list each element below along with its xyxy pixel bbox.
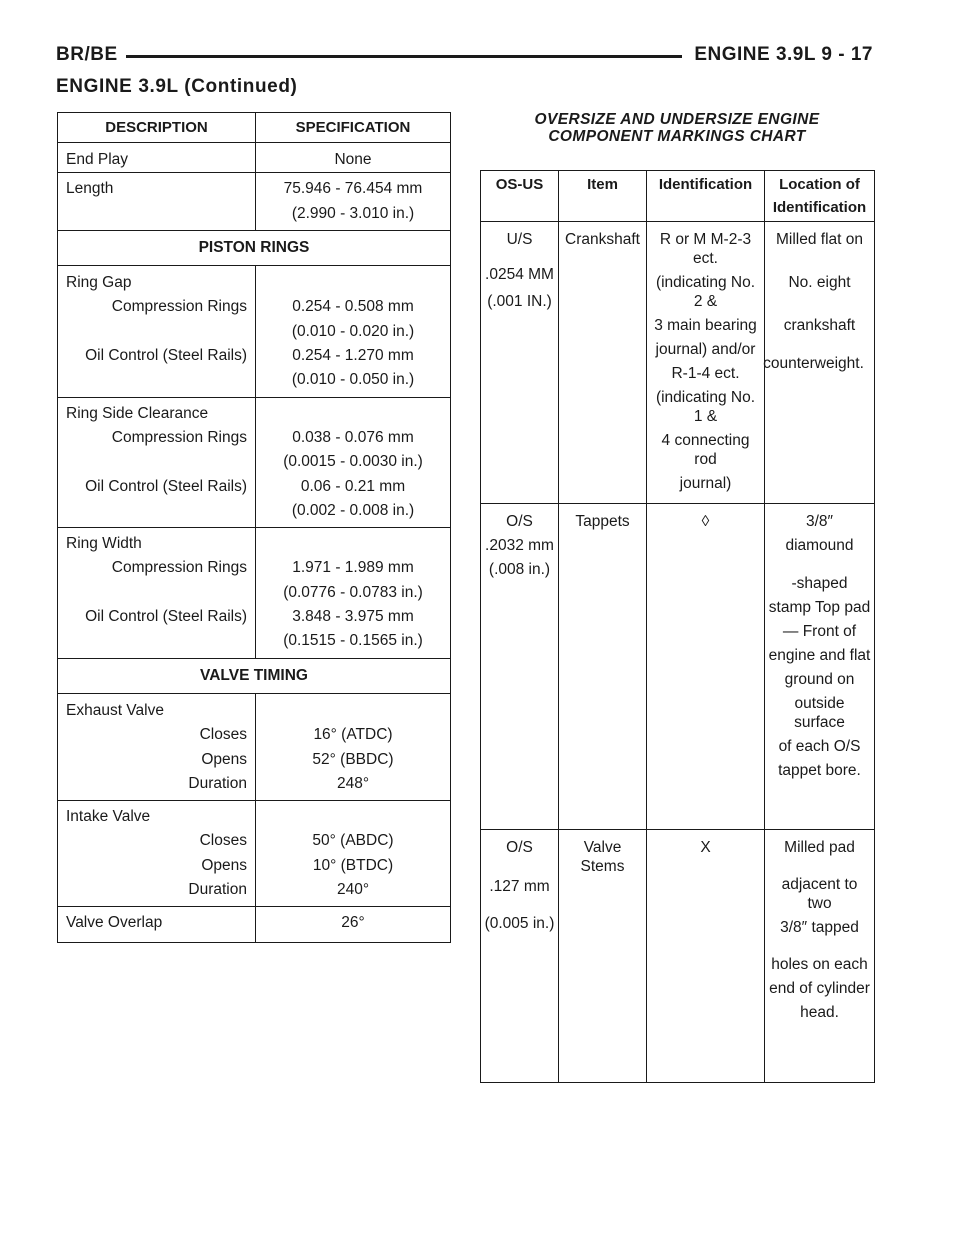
- spec-value: 248°: [256, 772, 451, 801]
- spec-row: [58, 605, 451, 629]
- table-row: [481, 222, 875, 504]
- spec-row: [58, 878, 451, 907]
- spec-label: Duration: [58, 878, 256, 907]
- spec-value: 52° (BBDC): [256, 748, 451, 772]
- spec-value: (0.0776 - 0.0783 in.): [256, 581, 451, 605]
- spec-value: 0.254 - 1.270 mm: [256, 344, 451, 368]
- spec-value: 0.254 - 0.508 mm: [256, 295, 451, 319]
- header-page-ref: ENGINE 3.9L 9 - 17: [694, 44, 873, 65]
- spec-label: Valve Overlap: [58, 907, 256, 942]
- spec-label: Opens: [58, 748, 256, 772]
- spec-label: Compression Rings: [58, 426, 256, 450]
- osus-cell: O/S .127 mm (0.005 in.): [481, 830, 559, 1083]
- spec-row: [58, 581, 451, 605]
- markings-chart-title: [480, 111, 874, 145]
- spec-value: 26°: [256, 907, 451, 942]
- identification-cell: X: [647, 830, 765, 1083]
- spec-row: [58, 368, 451, 397]
- item-cell: Valve Stems: [559, 830, 647, 1083]
- location-header: [765, 171, 875, 222]
- table-row: [481, 830, 875, 1083]
- location-cell: Milled flat on No. eight crankshaft counterweight.: [765, 222, 875, 504]
- spec-label: Closes: [58, 723, 256, 747]
- description-header: DESCRIPTION: [58, 113, 256, 143]
- spec-label: Oil Control (Steel Rails): [58, 605, 256, 629]
- location-cell: 3/8″ diamound -shaped stamp Top pad — Front of engine and flat ground on outside surface of each O/S tappet bore.: [765, 504, 875, 830]
- spec-row: [58, 829, 451, 853]
- spec-value: 1.971 - 1.989 mm: [256, 556, 451, 580]
- spec-label: Oil Control (Steel Rails): [58, 344, 256, 368]
- header-section-code: BR/BE: [56, 44, 118, 65]
- spec-row: [58, 629, 451, 658]
- item-header: Item: [559, 171, 647, 222]
- spec-value: None: [256, 143, 451, 173]
- spec-label: Compression Rings: [58, 556, 256, 580]
- spec-row: [58, 772, 451, 801]
- header-rule: [126, 55, 682, 58]
- spec-value: 3.848 - 3.975 mm: [256, 605, 451, 629]
- spec-row: [58, 748, 451, 772]
- spec-label: Ring Width: [58, 528, 256, 557]
- osus-header: OS-US: [481, 171, 559, 222]
- spec-row: [58, 295, 451, 319]
- spec-row: [58, 320, 451, 344]
- identification-cell: [647, 504, 765, 830]
- spec-value: (0.0015 - 0.0030 in.): [256, 450, 451, 474]
- chart-title-line: OVERSIZE AND UNDERSIZE ENGINE: [534, 111, 820, 128]
- spec-row: [58, 450, 451, 474]
- spec-label: Length: [58, 173, 256, 202]
- spec-label: Ring Side Clearance: [58, 397, 256, 426]
- spec-label: Exhaust Valve: [58, 693, 256, 723]
- spec-value: (0.010 - 0.020 in.): [256, 320, 451, 344]
- page-title: ENGINE 3.9L (Continued): [56, 76, 298, 97]
- spec-row: [58, 143, 451, 173]
- spec-label: End Play: [58, 143, 256, 173]
- spec-value: 10° (BTDC): [256, 854, 451, 878]
- location-header-line: Identification: [772, 199, 867, 216]
- diamond-symbol: ◊: [701, 513, 710, 530]
- spec-value: 75.946 - 76.454 mm: [256, 173, 451, 202]
- spec-row: [58, 173, 451, 202]
- table-row: [481, 504, 875, 830]
- item-cell: Crankshaft: [559, 222, 647, 504]
- spec-label: Opens: [58, 854, 256, 878]
- spec-value: (0.002 - 0.008 in.): [256, 499, 451, 528]
- spec-label: Ring Gap: [58, 266, 256, 296]
- spec-value: (0.1515 - 0.1565 in.): [256, 629, 451, 658]
- spec-row: [58, 266, 451, 296]
- specification-table: [57, 112, 451, 943]
- identification-cell: R or M M-2-3 ect. (indicating No. 2 & 3 main bearing journal) and/or R-1-4 ect. (indicating No. 1 & 4 connecting rod journal): [647, 222, 765, 504]
- spec-value: (2.990 - 3.010 in.): [256, 202, 451, 231]
- spec-label: Compression Rings: [58, 295, 256, 319]
- spec-value: 16° (ATDC): [256, 723, 451, 747]
- spec-label: Intake Valve: [58, 801, 256, 830]
- location-header-line: Location of: [779, 176, 860, 193]
- section-heading-row: [58, 230, 451, 265]
- spec-row: [58, 426, 451, 450]
- section-heading: PISTON RINGS: [58, 230, 451, 265]
- spec-value: 0.06 - 0.21 mm: [256, 475, 451, 499]
- spec-value: 240°: [256, 878, 451, 907]
- osus-cell: O/S .2032 mm (.008 in.): [481, 504, 559, 830]
- spec-row: [58, 723, 451, 747]
- spec-value: 0.038 - 0.076 mm: [256, 426, 451, 450]
- identification-header: Identification: [647, 171, 765, 222]
- spec-row: [58, 202, 451, 231]
- spec-row: [58, 499, 451, 528]
- item-cell: Tappets: [559, 504, 647, 830]
- spec-row: [58, 556, 451, 580]
- specification-header: SPECIFICATION: [256, 113, 451, 143]
- spec-label: Oil Control (Steel Rails): [58, 475, 256, 499]
- osus-cell: U/S .0254 MM (.001 IN.): [481, 222, 559, 504]
- markings-table-header: [481, 171, 875, 222]
- spec-label: Duration: [58, 772, 256, 801]
- spec-label: Closes: [58, 829, 256, 853]
- spec-row: [58, 397, 451, 426]
- spec-row: [58, 907, 451, 942]
- spec-value: 50° (ABDC): [256, 829, 451, 853]
- markings-table: [480, 170, 875, 1083]
- spec-row: [58, 528, 451, 557]
- chart-title-line: COMPONENT MARKINGS CHART: [548, 128, 806, 145]
- spec-row: [58, 801, 451, 830]
- spec-row: [58, 693, 451, 723]
- spec-table-header: [58, 113, 451, 143]
- section-heading: VALVE TIMING: [58, 658, 451, 693]
- location-cell: Milled pad adjacent to two 3/8″ tapped holes on each end of cylinder head.: [765, 830, 875, 1083]
- spec-row: [58, 475, 451, 499]
- spec-row: [58, 344, 451, 368]
- spec-value: (0.010 - 0.050 in.): [256, 368, 451, 397]
- section-heading-row: [58, 658, 451, 693]
- spec-row: [58, 854, 451, 878]
